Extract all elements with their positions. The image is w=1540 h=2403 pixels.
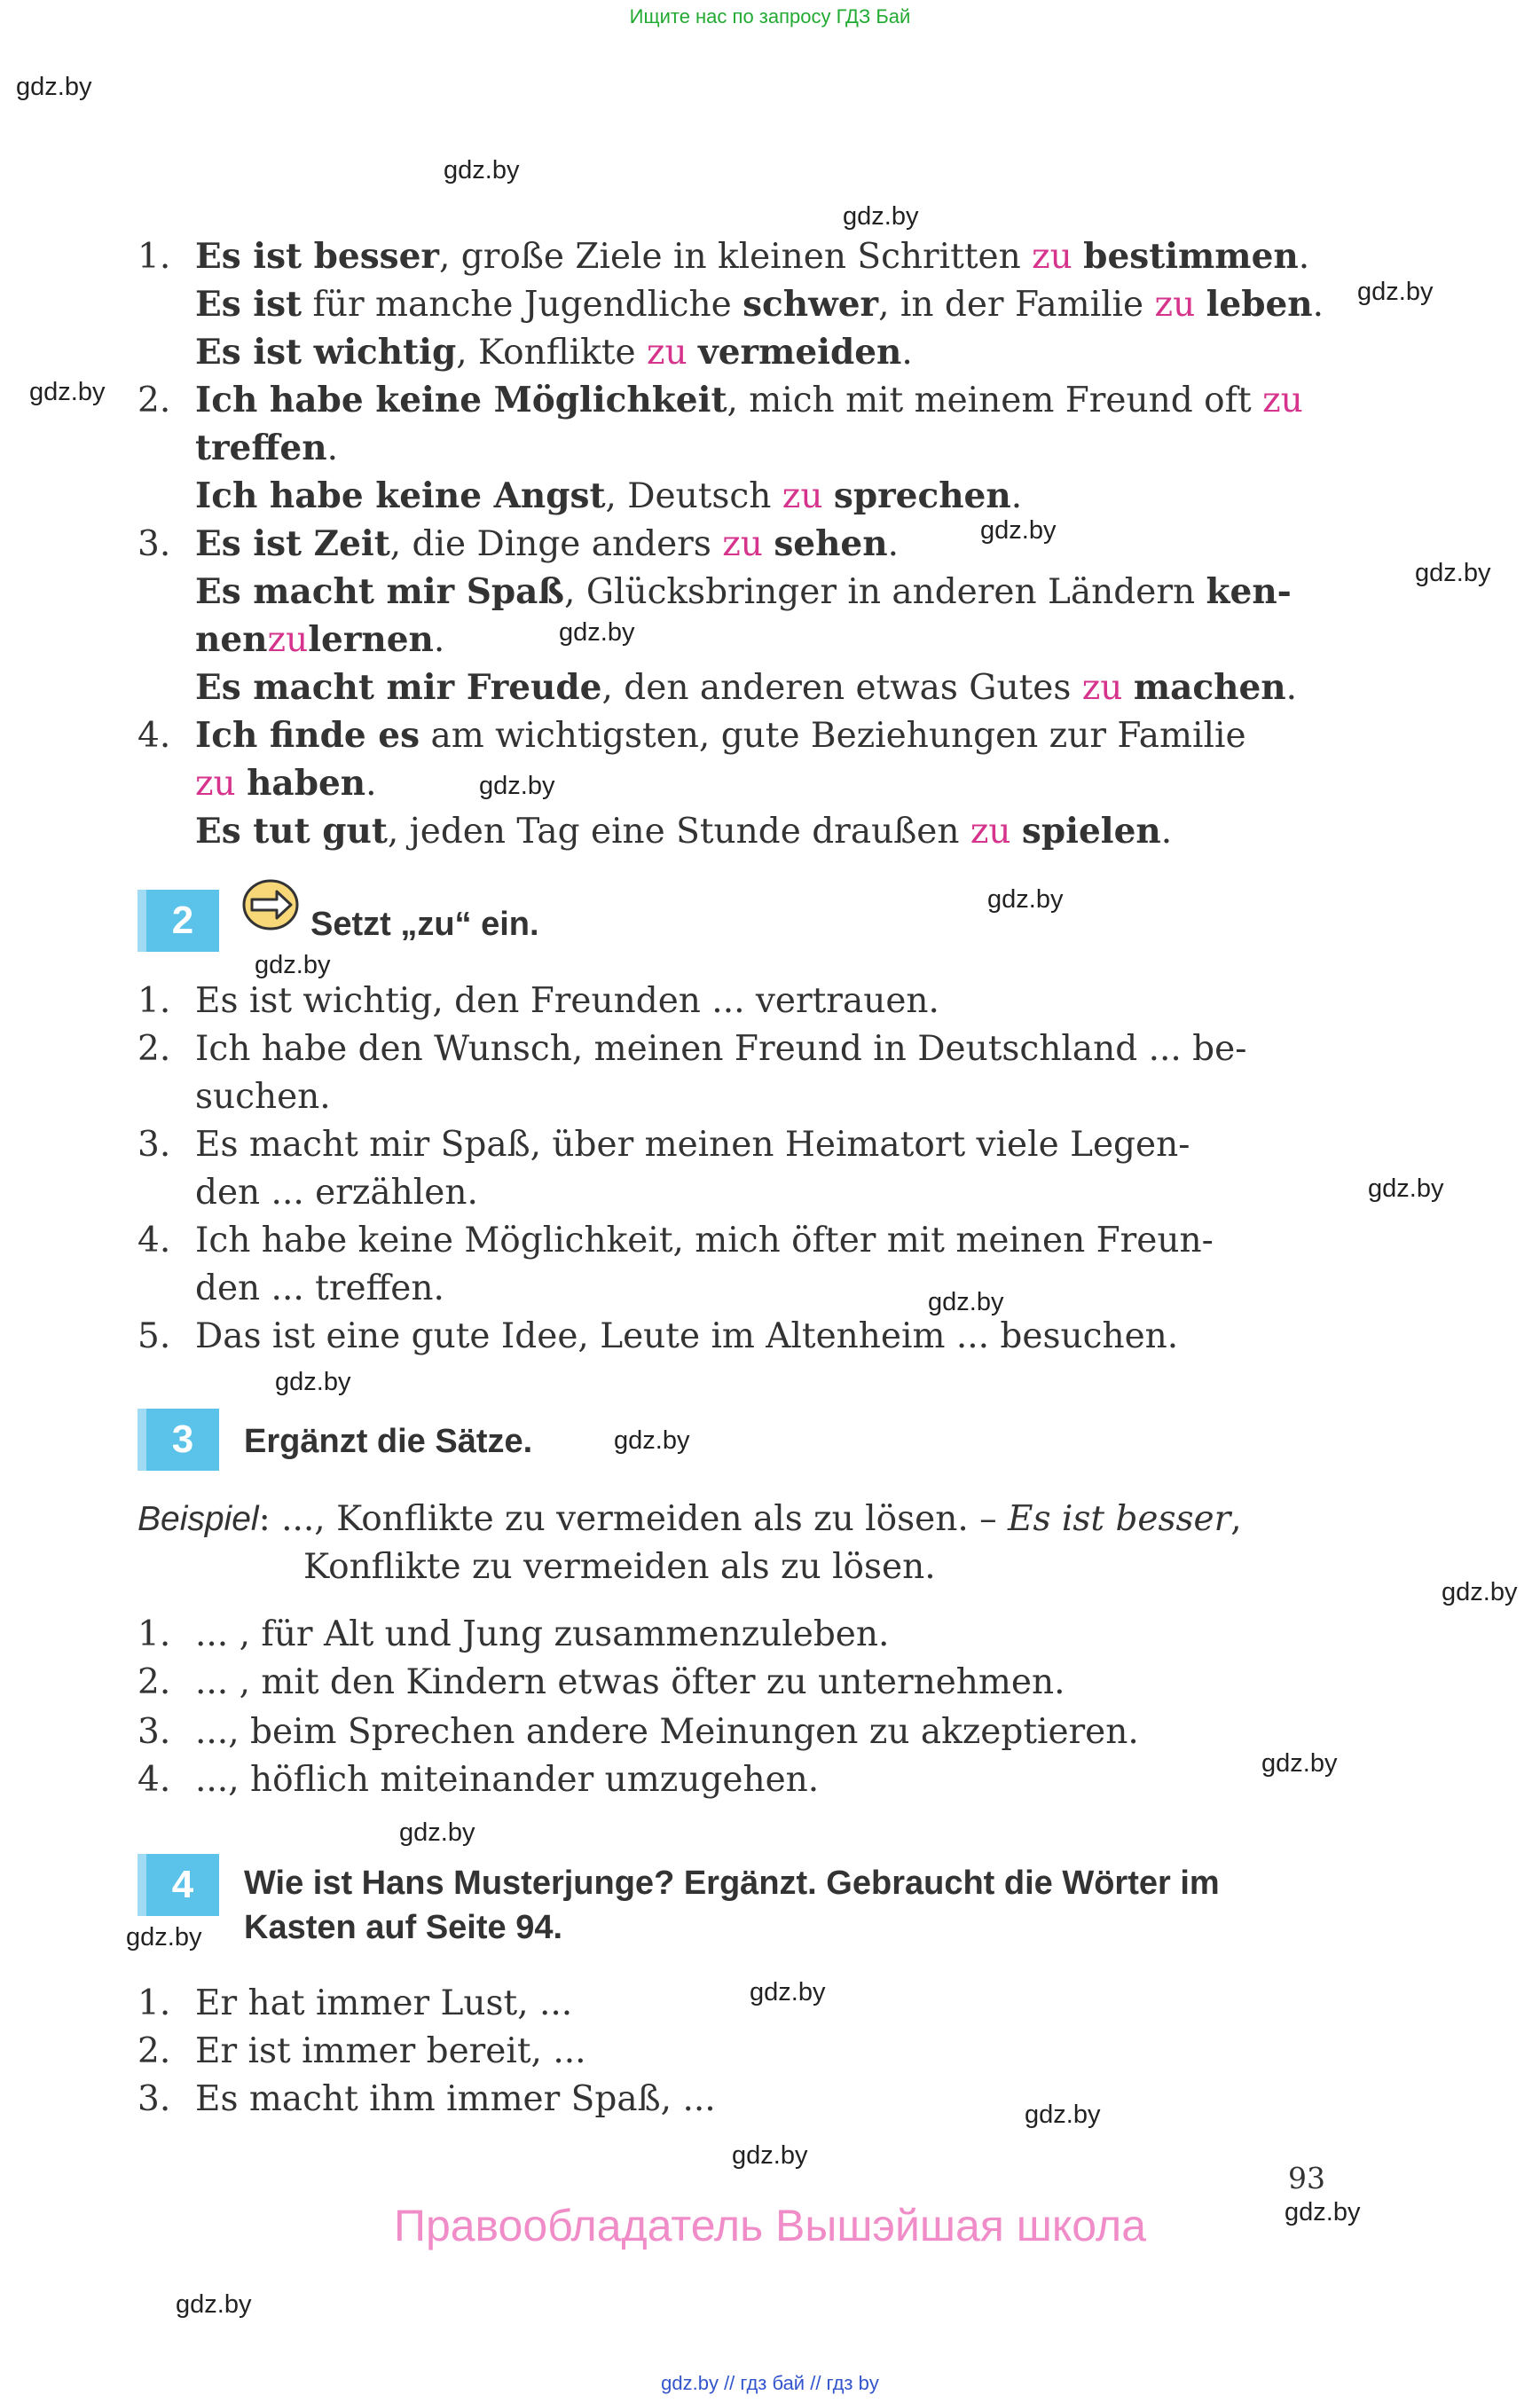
sentence-fragment: sehen <box>774 523 888 564</box>
task4-title-line1: Wie ist Hans Musterjunge? Ergänzt. Gebraucht die Wörter im <box>244 1865 1220 1902</box>
sentence-fragment: . <box>433 620 445 660</box>
watermark: gdz.by <box>1442 1578 1518 1606</box>
sentence-line <box>138 376 1303 425</box>
item-number: 2. <box>138 2031 171 2071</box>
item-text: den ... treffen. <box>195 1268 444 1308</box>
page-number: 93 <box>1288 2161 1325 2195</box>
item-number: 3. <box>138 2079 171 2119</box>
sentence-line <box>138 616 444 664</box>
sentence-fragment: sprechen <box>833 475 1011 516</box>
sentence-line <box>138 472 1022 521</box>
sentence-fragment: Es ist Zeit <box>195 523 390 564</box>
watermark: gdz.by <box>614 1426 690 1455</box>
item-number: 4. <box>138 1221 171 1260</box>
sentence-fragment: . <box>1010 476 1023 516</box>
list-item <box>138 1611 889 1659</box>
zu-particle: zu <box>970 812 1011 852</box>
list-item <box>138 1756 819 1804</box>
sentence-fragment: machen <box>1133 667 1286 708</box>
watermark: gdz.by <box>750 1978 826 2006</box>
sentence-fragment: schwer <box>742 284 879 325</box>
watermark: gdz.by <box>255 951 331 979</box>
item-text: Ich habe den Wunsch, meinen Freund in Deutschland ... be- <box>195 1029 1247 1069</box>
sentence-line <box>138 328 913 377</box>
sentence-fragment <box>822 476 833 516</box>
sentence-fragment: am wichtigsten, gute Beziehungen zur Familie <box>420 716 1246 756</box>
sentence-line <box>138 424 338 473</box>
sentence-fragment: lernen <box>308 619 434 660</box>
sentence-line <box>138 664 1297 712</box>
item-text: Er ist immer bereit, ... <box>195 2031 586 2071</box>
watermark: gdz.by <box>16 73 92 101</box>
sentence-fragment: , Konflikte <box>456 333 647 373</box>
top-banner: Ищите нас по запросу ГДЗ Бай <box>629 5 911 27</box>
sentence-fragment: . <box>901 333 913 373</box>
item-text: Das ist eine gute Idee, Leute im Altenheim ... besuchen. <box>195 1316 1179 1356</box>
item-number: 2. <box>138 1662 171 1702</box>
sentence-fragment: , den anderen etwas Gutes <box>601 668 1082 708</box>
list-item <box>138 1659 1065 1707</box>
list-item <box>138 2028 586 2076</box>
watermark: gdz.by <box>479 772 555 800</box>
item-number: 3. <box>138 524 171 564</box>
watermark: gdz.by <box>732 2141 808 2170</box>
sentence-line <box>138 759 377 808</box>
list-item <box>138 1217 1214 1265</box>
sentence-fragment: für manche Jugendliche <box>302 285 743 325</box>
task3-example-line2: Konflikte zu vermeiden als zu lösen. <box>303 1547 936 1587</box>
sentence-fragment: Ich finde es <box>195 715 420 756</box>
sentence-fragment: Es ist <box>195 284 302 325</box>
arrow-right-icon <box>241 878 300 931</box>
sentence-fragment: . <box>1312 285 1324 325</box>
item-number: 3. <box>138 1712 171 1752</box>
item-number: 5. <box>138 1316 171 1356</box>
watermark: gdz.by <box>980 516 1057 545</box>
task3-example <box>138 1496 1242 1543</box>
task2-badge: 2 <box>138 890 219 952</box>
sentence-fragment <box>1011 812 1022 852</box>
list-item <box>138 2076 716 2124</box>
sentence-fragment: . <box>1298 237 1310 277</box>
sentence-line <box>138 280 1324 329</box>
sentence-fragment: bestimmen <box>1083 236 1299 277</box>
zu-particle: zu <box>782 476 823 516</box>
sentence-fragment: ken- <box>1206 571 1292 612</box>
watermark: gdz.by <box>928 1288 1004 1316</box>
item-text: Ich habe keine Möglichkeit, mich öfter mit meinen Freun- <box>195 1221 1214 1260</box>
watermark: gdz.by <box>275 1368 351 1396</box>
example-italic: Es ist besser <box>1008 1499 1231 1539</box>
watermark: gdz.by <box>1368 1174 1444 1203</box>
sentence-fragment: nen <box>195 619 268 660</box>
sentence-fragment: Ich habe keine Angst <box>195 475 606 516</box>
sentence-fragment: , große Ziele in kleinen Schritten <box>438 237 1033 277</box>
watermark: gdz.by <box>559 618 635 647</box>
item-number: 2. <box>138 381 171 420</box>
sentence-fragment: , die Dinge anders <box>389 524 723 564</box>
example-text-end: , <box>1230 1499 1242 1539</box>
sentence-fragment <box>1072 237 1083 277</box>
list-item <box>138 978 939 1025</box>
sentence-fragment: Es macht mir Spaß <box>195 571 565 612</box>
sentence-fragment: haben <box>247 763 366 804</box>
bottom-banner: gdz.by // гдз бай // гдз by <box>661 2372 879 2394</box>
watermark: gdz.by <box>29 378 106 406</box>
item-text: ... , mit den Kindern etwas öfter zu unternehmen. <box>195 1662 1065 1702</box>
zu-particle: zu <box>722 524 763 564</box>
task3-title: Ergänzt die Sätze. <box>244 1423 533 1460</box>
item-number: 3. <box>138 1125 171 1165</box>
watermark: gdz.by <box>843 202 919 231</box>
item-number: 1. <box>138 1983 171 2023</box>
watermark: gdz.by <box>1261 1749 1338 1778</box>
item-number: 2. <box>138 1029 171 1069</box>
zu-particle: zu <box>1262 381 1303 420</box>
sentence-fragment: , jeden Tag eine Stunde draußen <box>387 812 970 852</box>
zu-particle: zu <box>646 333 688 373</box>
watermark: gdz.by <box>1415 559 1491 587</box>
watermark: gdz.by <box>1357 278 1434 306</box>
sentence-line <box>138 520 899 569</box>
sentence-fragment: treffen <box>195 428 327 468</box>
sentence-line <box>138 232 1309 281</box>
sentence-fragment <box>763 524 774 564</box>
copyright-owner: Правообладатель Вышэйшая школа <box>394 2201 1146 2250</box>
sentence-fragment: Es ist wichtig <box>195 332 457 373</box>
list-item <box>138 1025 1246 1073</box>
task4-title-line2: Kasten auf Seite 94. <box>244 1909 563 1946</box>
sentence-fragment: . <box>1285 668 1298 708</box>
sentence-fragment: . <box>1160 812 1173 852</box>
list-item <box>138 1980 572 2028</box>
item-text: ... , für Alt und Jung zusammenzuleben. <box>195 1614 890 1654</box>
example-text: : ..., Konflikte zu vermeiden als zu lösen. – <box>258 1499 1009 1539</box>
task3-badge: 3 <box>138 1409 219 1471</box>
list-item <box>138 1313 1178 1361</box>
watermark: gdz.by <box>399 1818 475 1847</box>
sentence-line <box>138 711 1246 760</box>
sentence-fragment: Es ist besser <box>195 236 439 277</box>
item-number: 1. <box>138 1614 171 1654</box>
watermark: gdz.by <box>176 2290 252 2319</box>
sentence-fragment: Es tut gut <box>195 811 388 852</box>
list-item <box>138 1121 1190 1169</box>
item-number: 4. <box>138 716 171 756</box>
list-item <box>138 1169 478 1217</box>
sentence-fragment: Es macht mir Freude <box>195 667 602 708</box>
item-text: ..., beim Sprechen andere Meinungen zu akzeptieren. <box>195 1712 1139 1752</box>
item-text: Es macht ihm immer Spaß, ... <box>195 2079 716 2119</box>
sentence-fragment: . <box>365 764 377 804</box>
item-text: suchen. <box>195 1077 331 1117</box>
example-label: Beispiel <box>138 1500 259 1538</box>
zu-particle: zu <box>1081 668 1123 708</box>
sentence-fragment: . <box>326 428 338 468</box>
watermark: gdz.by <box>126 1923 202 1951</box>
task2-title: Setzt „zu“ ein. <box>310 906 539 943</box>
watermark: gdz.by <box>987 885 1064 914</box>
item-text: Er hat immer Lust, ... <box>195 1983 573 2023</box>
sentence-fragment: Ich habe keine Möglichkeit <box>195 380 727 420</box>
item-text: Es macht mir Spaß, über meinen Heimatort viele Legen- <box>195 1125 1190 1165</box>
sentence-fragment: . <box>887 524 900 564</box>
sentence-fragment: vermeiden <box>698 332 902 373</box>
list-item <box>138 1265 444 1313</box>
sentence-fragment: , Deutsch <box>605 476 782 516</box>
sentence-line <box>138 568 1292 616</box>
sentence-line <box>138 807 1172 856</box>
zu-particle: zu <box>195 764 236 804</box>
list-item <box>138 1073 331 1121</box>
item-number: 1. <box>138 237 171 277</box>
sentence-fragment: , in der Familie <box>878 285 1155 325</box>
sentence-fragment: spielen <box>1021 811 1161 852</box>
sentence-fragment <box>1195 285 1206 325</box>
sentence-fragment <box>1122 668 1133 708</box>
zu-particle: zu <box>1032 237 1072 277</box>
item-number: 1. <box>138 981 171 1021</box>
item-text: Es ist wichtig, den Freunden ... vertrauen. <box>195 981 939 1021</box>
sentence-fragment: , mich mit meinem Freund oft <box>727 381 1263 420</box>
task4-badge: 4 <box>138 1854 219 1916</box>
sentence-fragment: , Glücksbringer in anderen Ländern <box>564 572 1206 612</box>
watermark: gdz.by <box>444 156 520 185</box>
item-text: ..., höflich miteinander umzugehen. <box>195 1760 820 1800</box>
watermark: gdz.by <box>1025 2101 1101 2129</box>
sentence-fragment <box>236 764 247 804</box>
item-number: 4. <box>138 1760 171 1800</box>
zu-particle: zu <box>267 620 309 660</box>
watermark: gdz.by <box>1285 2198 1361 2226</box>
zu-particle: zu <box>1154 285 1196 325</box>
sentence-fragment: leben <box>1206 284 1313 325</box>
list-item <box>138 1708 1139 1756</box>
item-text: den ... erzählen. <box>195 1173 478 1213</box>
sentence-fragment <box>688 333 698 373</box>
